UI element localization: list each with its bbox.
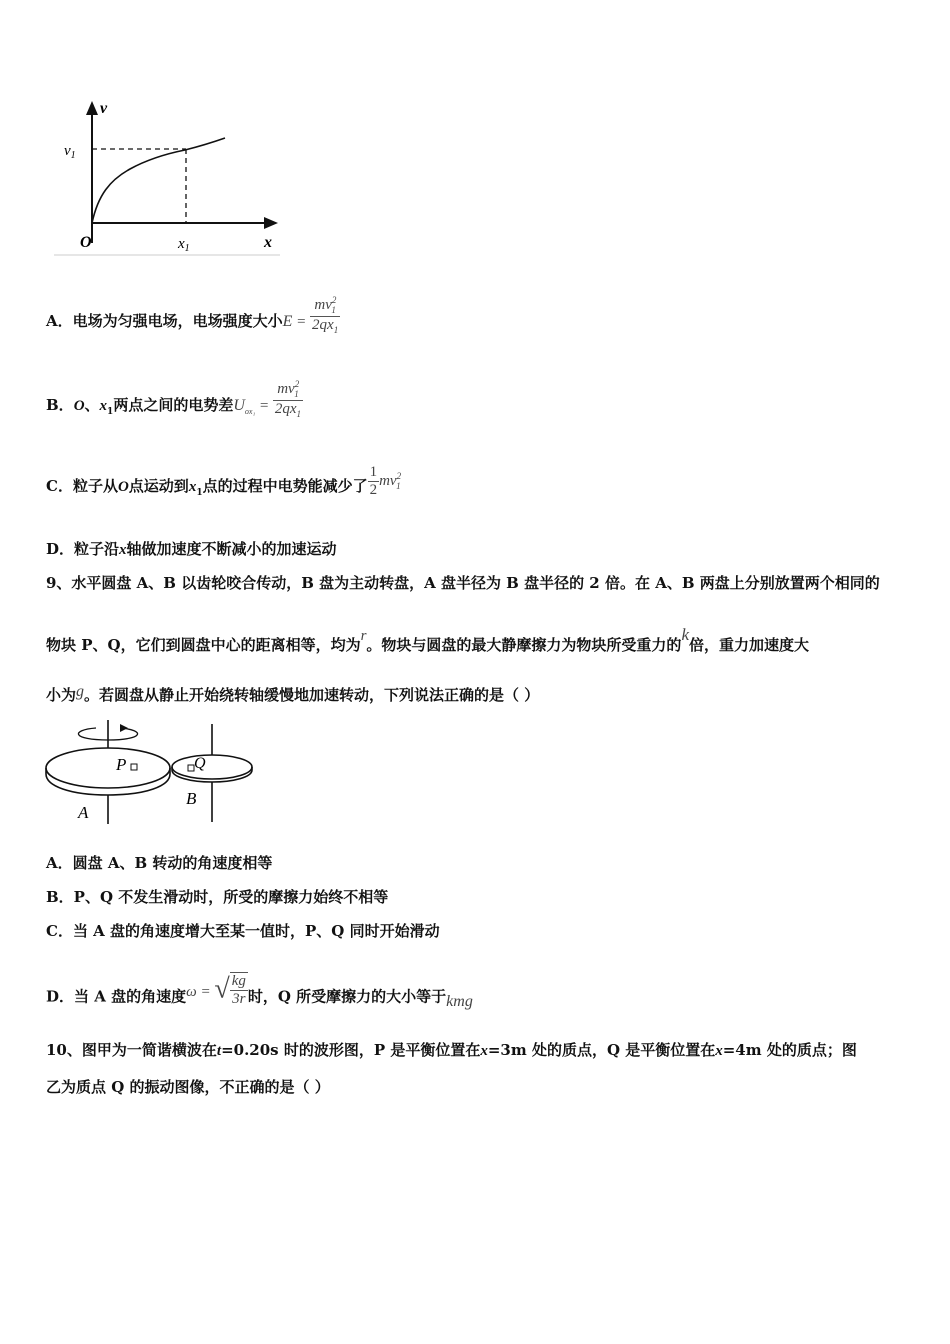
origin-label: O — [80, 234, 92, 251]
q9-option-d: D．当 A 盘的角速度ω = √ $\frac{kg}{3r}$ 时，Q 所受摩擦力的大小等于kmg — [46, 973, 473, 1010]
disc-b — [172, 755, 252, 779]
q10-line-2: 乙为质点 Q 的振动图像，不正确的是（ ） — [46, 1078, 330, 1096]
block-p — [131, 764, 137, 770]
y-axis-arrow — [86, 101, 98, 115]
velocity-curve — [92, 138, 225, 223]
label-b: B — [186, 789, 197, 808]
q9-sqrt: √ $\frac{kg}{3r}$ — [214, 973, 246, 1007]
q9-option-a: A．圆盘 A、B 转动的角速度相等 — [46, 854, 273, 872]
velocity-position-graph — [50, 95, 290, 260]
q8-a-lhs: E — [282, 312, 293, 330]
disc-a — [46, 748, 170, 788]
x-axis-label: x — [264, 234, 272, 251]
q8-option-c: C．粒子从O点运动到$x_1$点的过程中电势能减少了 $\frac{1}{2}$ $mv^2_1$ — [46, 464, 402, 498]
y-axis-label: v — [100, 100, 108, 117]
label-p: P — [116, 755, 127, 774]
q8-c-fraction: $\frac{1}{2}$ — [369, 464, 378, 498]
q8-a-fraction: $\frac{mv^2_1}{2qx_1}$ — [312, 295, 339, 335]
q9-option-c: C．当 A 盘的角速度增大至某一值时，P、Q 同时开始滑动 — [46, 922, 440, 940]
q8-option-b: B．O、$x_1$两点之间的电势差$U_{ox_1}$ = $\frac{mv^2_1}{2qx_1}$ — [46, 379, 302, 419]
q9-line-2: 物块 P、Q，它们到圆盘中心的距离相等，均为r。物块与圆盘的最大静摩擦力为物块所受重力的k倍，重力加速度大 — [46, 625, 809, 654]
q8-option-d: D．粒子沿x轴做加速度不断减小的加速运动 — [46, 540, 337, 558]
q10-line-1: 10、图甲为一简谐横波在t=0.20s 时的波形图，P 是平衡位置在x=3m 处的质点，Q 是平衡位置在x=4m 处的质点；图 — [46, 1041, 857, 1059]
q8-option-a-text: A．电场为匀强电场，电场强度大小 — [46, 311, 283, 330]
rotation-arrowhead — [120, 724, 128, 732]
q9-option-b: B．P、Q 不发生滑动时，所受的摩擦力始终不相等 — [46, 888, 389, 906]
q8-option-a: A．电场为匀强电场，电场强度大小E = $\frac{mv^2_1}{2qx_1}$ — [46, 295, 339, 335]
q8-b-fraction: $\frac{mv^2_1}{2qx_1}$ — [274, 379, 302, 419]
x-axis-arrow — [264, 217, 278, 229]
v1-label: $v_1$ — [64, 143, 76, 161]
label-q: Q — [194, 755, 206, 772]
label-a: A — [78, 803, 89, 822]
gear-discs-figure — [40, 718, 260, 828]
x1-label: $x_1$ — [178, 236, 190, 254]
q9-line-3: 小为g。若圆盘从静止开始绕转轴缓慢地加速转动，下列说法正确的是（ ） — [46, 683, 540, 704]
q9-line-1: 9、水平圆盘 A、B 以齿轮咬合传动，B 盘为主动转盘，A 盘半径为 B 盘半径的 2 倍。在 A、B 两盘上分别放置两个相同的 — [46, 574, 880, 592]
